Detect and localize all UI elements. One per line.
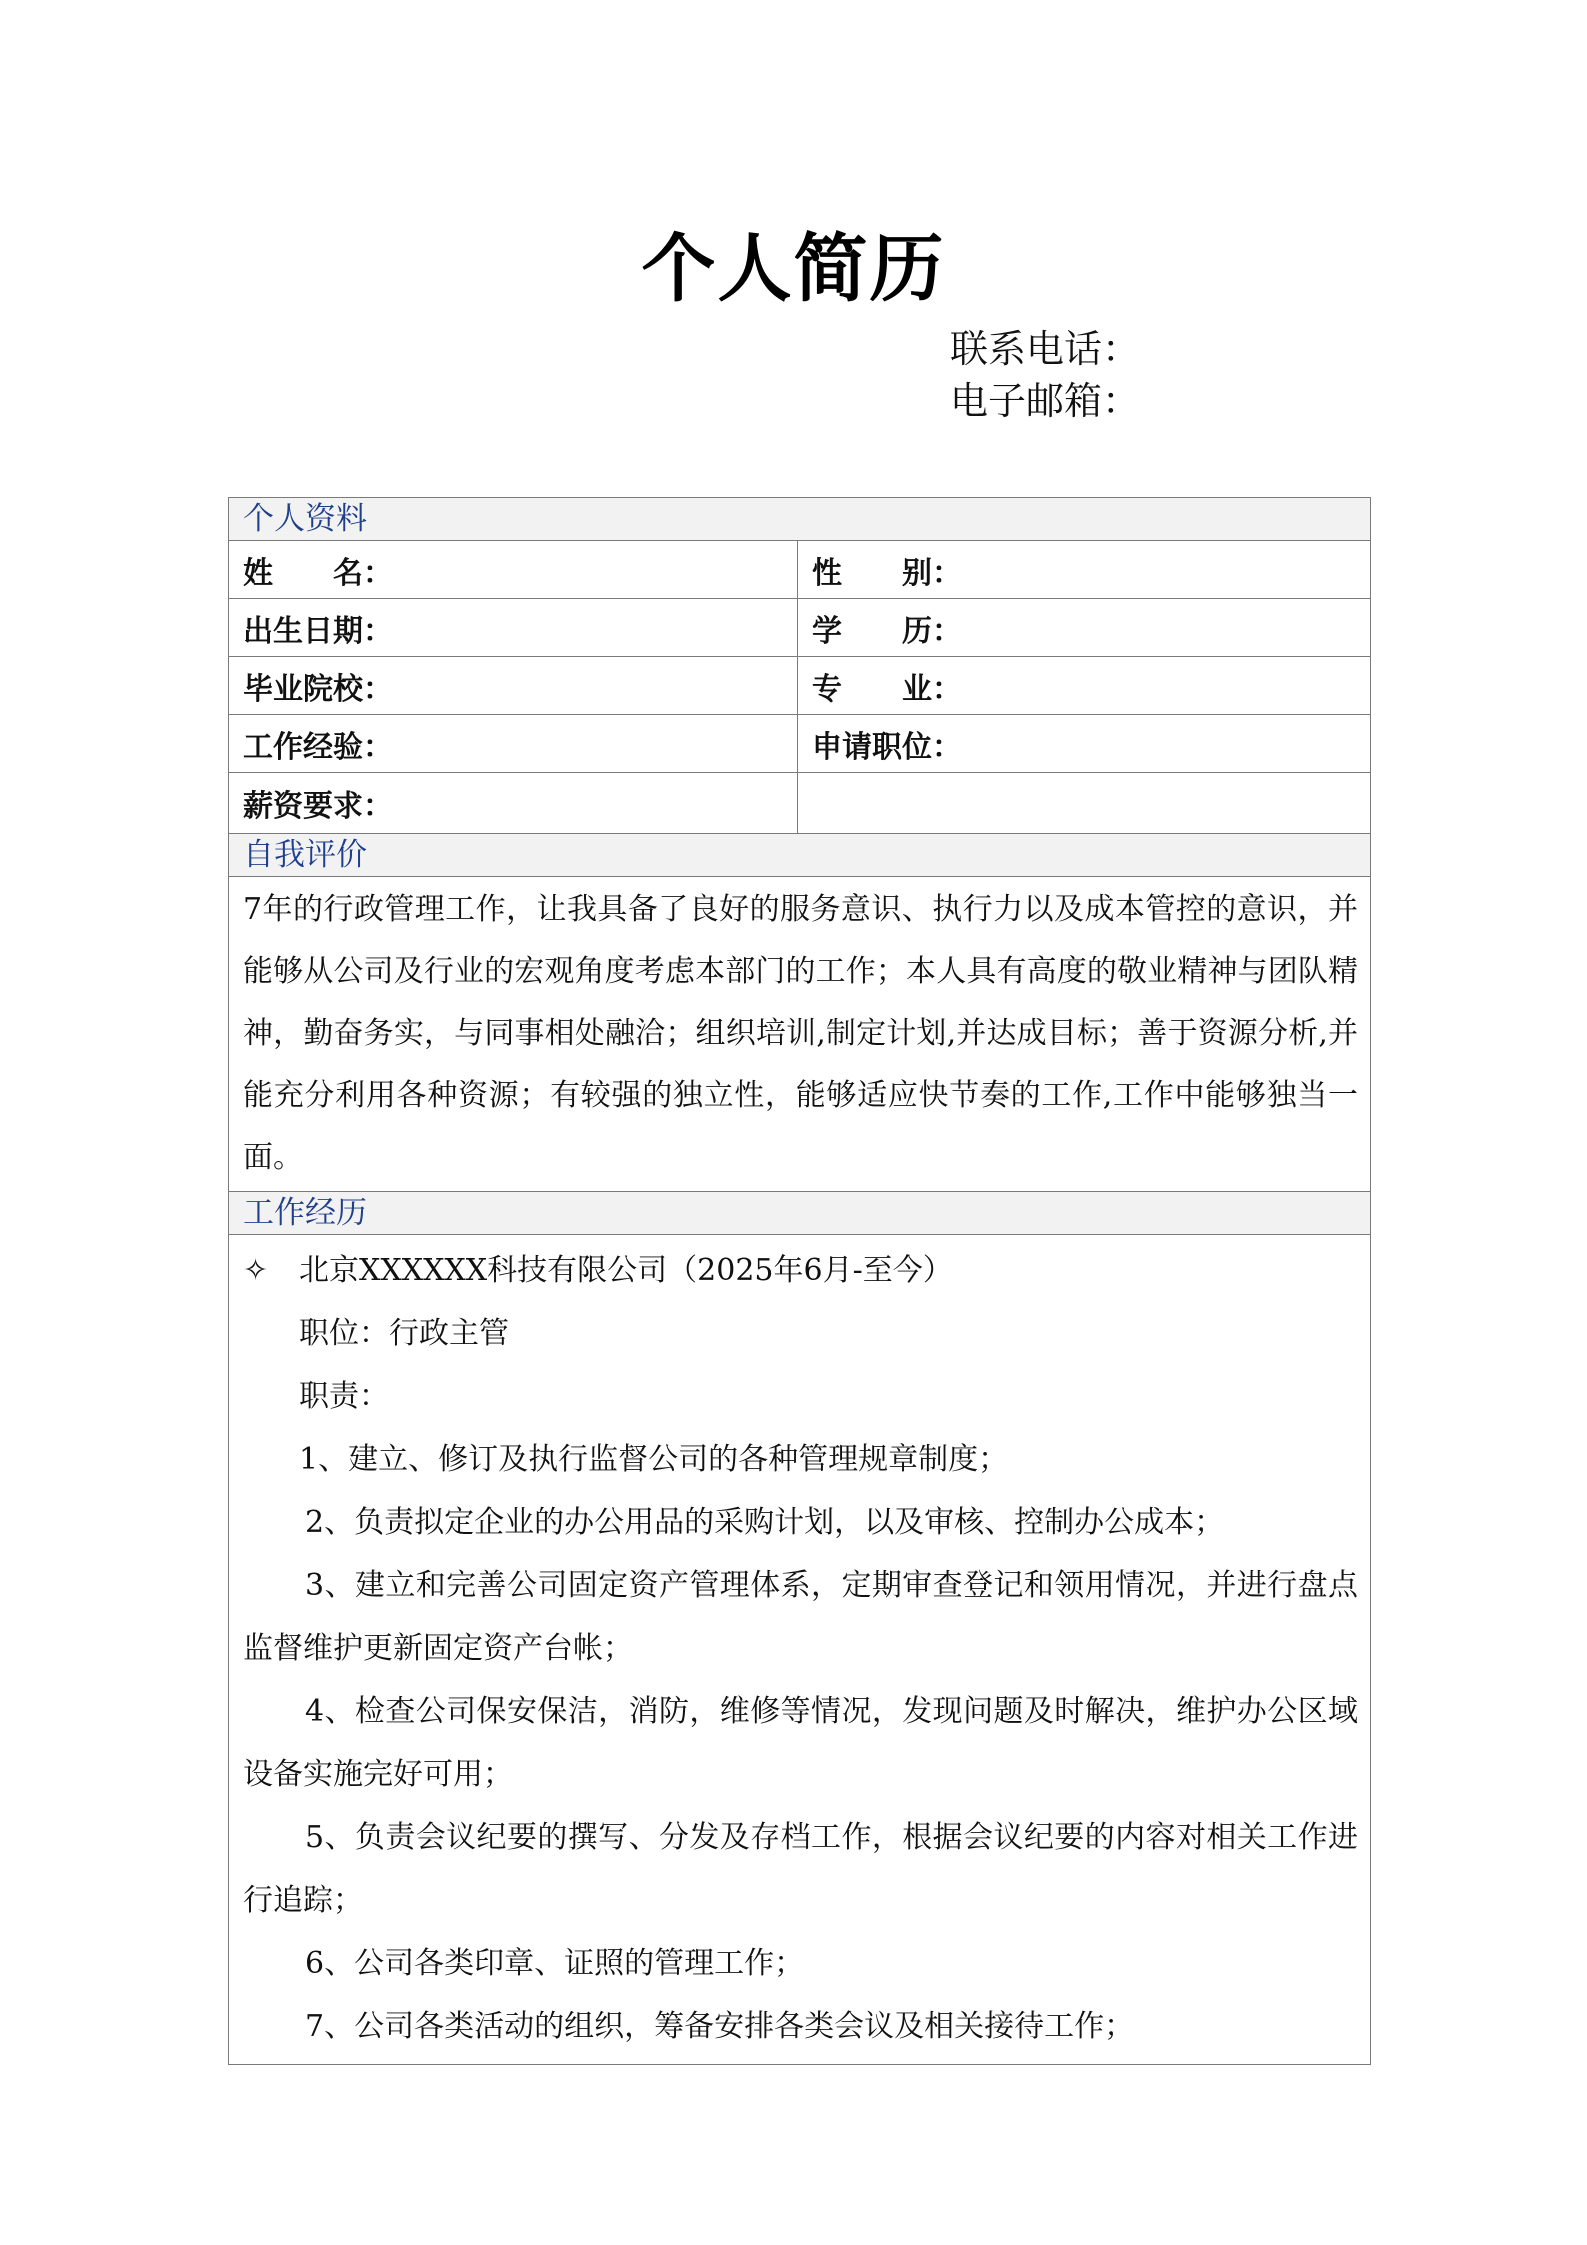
field-name: 姓 名： [229,541,798,598]
section-header-work: 工作经历 [229,1192,1370,1235]
field-education: 学 历： [812,613,962,649]
page-title: 个人简历 [641,226,946,312]
field-school: 毕业院校： [229,657,798,714]
table-row [229,773,1370,834]
duties-label: 职责： [299,1379,389,1414]
duty-item: 2、负责拟定企业的办公用品的采购计划，以及审核、控制办公成本； [305,1505,1225,1540]
duty-item: 5、负责会议纪要的撰写、分发及存档工作，根据会议纪要的内容对相关工作进行追踪； [243,1820,1358,1918]
self-eval-text: 7年的行政管理工作，让我具备了良好的服务意识、执行力以及成本管控的意识，并能够从公司及行业的宏观角度考虑本部门的工作；本人具有高度的敬业精神与团队精神，勤奋务实，与同事相处融洽；组织培训,制定计划,并达成目标；善于资源分析,并能充分利用各种资源；有较强的独立性，能够适应快节奏的工作,工作中能够独当一面。 [229,877,1370,1192]
diamond-star-icon: ✧ [243,1253,269,1288]
work-history [229,1235,1370,2064]
field-birthdate: 出生日期： [229,599,798,656]
field-gender: 性 别： [812,555,962,591]
table-row [229,715,1370,773]
duty-item: 7、公司各类活动的组织，筹备安排各类会议及相关接待工作； [305,2009,1135,2044]
position-line: 职位：行政主管 [299,1316,509,1351]
section-header-personal: 个人资料 [229,498,1370,541]
field-major: 专 业： [812,671,962,707]
duty-item: 4、检查公司保安保洁，消防，维修等情况，发现问题及时解决，维护办公区域设备实施完好可用； [243,1694,1358,1792]
table-row [229,599,1370,657]
section-header-self-eval: 自我评价 [229,834,1370,877]
field-empty [798,773,1370,833]
phone-label: 联系电话： [950,327,1141,371]
company-line [243,1239,1358,1302]
resume-table [228,497,1371,2065]
duty-item: 6、公司各类印章、证照的管理工作； [305,1946,805,1981]
duty-item: 1、建立、修订及执行监督公司的各种管理规章制度； [299,1442,1009,1477]
field-salary: 薪资要求： [229,773,798,833]
field-experience: 工作经验： [229,715,798,772]
duty-item: 3、建立和完善公司固定资产管理体系，定期审查登记和领用情况，并进行盘点监督维护更新固定资产台帐； [243,1568,1358,1666]
table-row [229,657,1370,715]
field-position: 申请职位： [812,729,962,765]
table-row [229,541,1370,599]
email-label: 电子邮箱： [950,379,1141,423]
company-text: 北京XXXXXX科技有限公司（2025年6月-至今） [299,1253,953,1288]
